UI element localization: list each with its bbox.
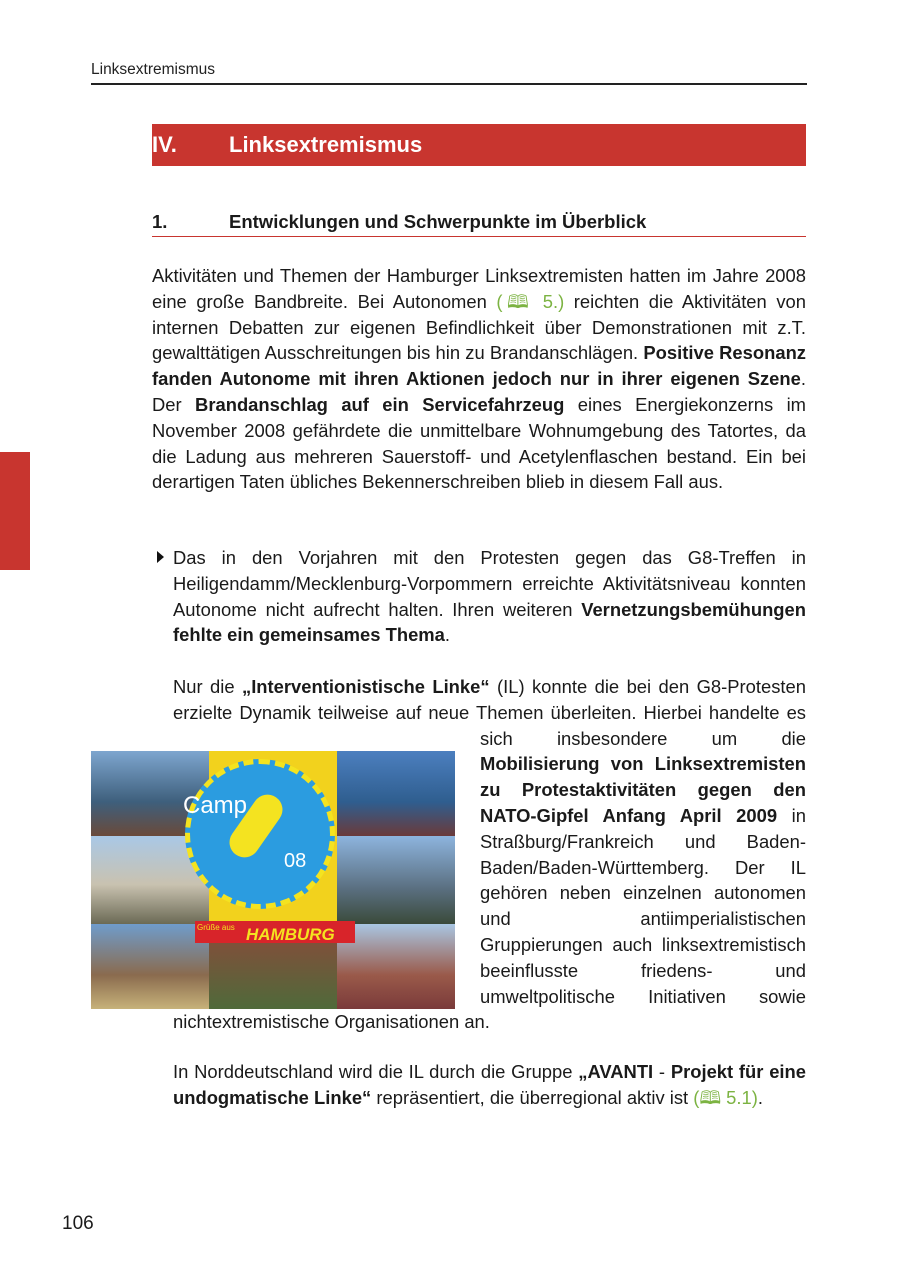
bold-text: Vernetzungsbemühungen fehlte ein gemeinsames Thema — [173, 598, 806, 646]
bold-text: Projekt für eine undogmatische Linke“ — [173, 1061, 806, 1108]
bullet-triangle-icon — [157, 551, 164, 563]
chapter-title: Linksextremismus — [229, 132, 423, 157]
bold-text: Brandanschlag auf ein Servicefahrzeug — [195, 393, 565, 415]
paragraph-il — [173, 674, 806, 1035]
cross-reference-link[interactable]: (🕮 5.1) — [693, 1086, 758, 1108]
text: . — [757, 1086, 763, 1108]
paragraph-intro — [152, 263, 806, 495]
paragraph-bullet — [173, 545, 806, 648]
postcard-greeting-text: Grüße aus — [197, 923, 235, 932]
text: in Straßburg/Frankreich und Baden-Baden/Baden-Württemberg. Der IL gehören neben einzelnen autonomen und antiimperialistischen Gruppierungen auch linksextremistisch beeinflusste friedens- und umweltpolitische Initiativen sowie nichtextremistische Organisationen an. — [173, 804, 806, 1033]
section-heading — [152, 211, 806, 237]
section-number: 1. — [152, 211, 168, 232]
header-rule — [91, 83, 807, 85]
chapter-tab-marker — [0, 452, 30, 570]
postcard-camp-text: Camp — [183, 792, 248, 819]
bold-text: Positive Resonanz fanden Autonome mit ihren Aktionen jedoch nur in ihrer eigenen Szene — [152, 342, 806, 390]
chapter-heading — [152, 124, 806, 166]
bold-text: „AVANTI — [578, 1061, 654, 1082]
text: In Norddeutschland wird die IL durch die Gruppe — [173, 1061, 579, 1082]
page-number: 106 — [62, 1213, 94, 1234]
text: repräsentiert, die überregional aktiv ist — [371, 1086, 694, 1108]
running-header: Linksextremismus — [91, 61, 216, 78]
text: Aktivitäten und Themen der Hamburger Linksextremisten hatten im Jahre 2008 eine große Bandbreite. Bei Autonomen — [152, 265, 806, 312]
section-title: Entwicklungen und Schwerpunkte im Überblick — [229, 211, 647, 232]
bold-text: Mobilisierung von Linksextremisten zu Protestaktivitäten gegen den NATO-Gipfel Anfang April 2009 — [480, 753, 806, 826]
text: . Der — [152, 368, 806, 415]
postcard-city-text: HAMBURG — [246, 925, 335, 944]
text: Das in den Vorjahren mit den Protesten gegen das G8-Treffen in Heiligendamm/Mecklenburg-Vorpommern erreichte Aktivitätsniveau konnten Autonome nicht aufrecht halten. Ihren weiteren — [173, 547, 806, 620]
bold-text: „Interventionistische Linke“ — [242, 676, 490, 697]
text: Nur die — [173, 676, 242, 697]
cross-reference-link[interactable]: (🕮 5.) — [496, 290, 565, 312]
paragraph-avanti — [173, 1059, 806, 1111]
text: eines Energiekonzerns im November 2008 gefährdete die unmittelbare Wohnumgebung des Tatortes, da die Ladung aus mehreren Sauerstoff- und Acetylenflaschen bestand. Ein bei derartigen Taten übliches Bekennerschreiben blieb in diesem Fall aus. — [152, 393, 806, 493]
text: reichten die Aktivitäten von internen Debatten zur eigenen Befindlichkeit über Demonstrationen mit z.T. gewalttätigen Ausschreitungen bis hin zu Brandanschlägen. — [152, 290, 806, 364]
postcard-year-text: 08 — [284, 850, 307, 872]
text: (IL) konnte die bei den G8-Protesten erzielte Dynamik teilweise auf neue Themen überleiten. Hierbei handelte es sich insbesondere um die — [173, 676, 806, 749]
postcard-image-camp08 — [91, 751, 455, 1009]
chapter-number: IV. — [152, 132, 177, 157]
text: - — [653, 1061, 671, 1082]
text: . — [444, 624, 450, 646]
